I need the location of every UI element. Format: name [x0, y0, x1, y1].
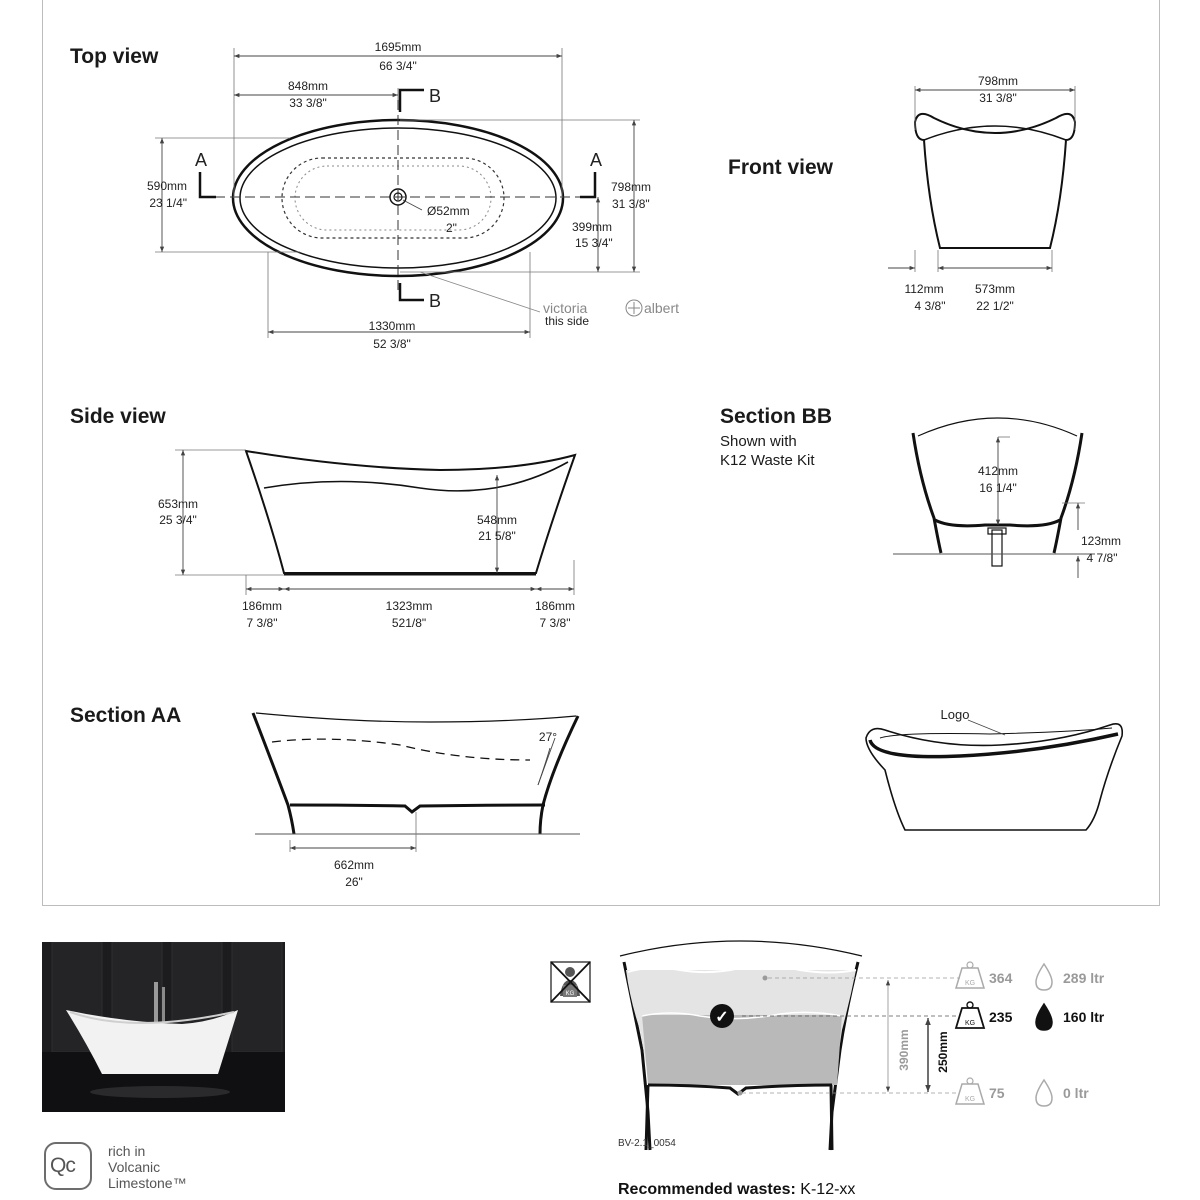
- bb-depth-mm: 412mm: [977, 464, 1019, 478]
- overflow-weight: 364: [989, 970, 1013, 986]
- perspective-view: [866, 707, 1122, 830]
- bb-waste-height-in: 4 7/8": [1086, 551, 1118, 565]
- top-waste-in: 2": [446, 221, 457, 235]
- front-base-width-mm: 573mm: [974, 282, 1016, 296]
- weight-warning-icon: [551, 962, 590, 1002]
- brand-victoria: victoria: [543, 300, 588, 316]
- material-line-2: Volcanic: [108, 1159, 161, 1175]
- side-view-title: Side view: [70, 405, 166, 428]
- svg-text:KG: KG: [964, 1020, 976, 1027]
- product-photo: [42, 942, 285, 1112]
- side-right-overhang-in: 7 3/8": [539, 616, 571, 630]
- check-mark: ✓: [715, 1009, 729, 1026]
- empty-weight: 75: [989, 1085, 1005, 1101]
- front-top-width-in: 31 3/8": [979, 91, 1017, 105]
- top-base-length-in: 52 3/8": [373, 337, 411, 351]
- section-bb-subtitle-1: Shown with: [720, 433, 797, 450]
- svg-text:KG: KG: [964, 980, 976, 987]
- front-base-width-in: 22 1/2": [976, 299, 1014, 313]
- top-waste-mm: Ø52mm: [427, 204, 470, 218]
- top-width-overall-in: 31 3/8": [612, 197, 650, 211]
- bb-waste-height-mm: 123mm: [1080, 534, 1122, 548]
- side-right-overhang-mm: 186mm: [534, 599, 576, 613]
- wastes-label: Recommended wastes:: [618, 1181, 796, 1198]
- drop-icon-recommended: [1036, 1004, 1052, 1030]
- top-view-title: Top view: [70, 45, 159, 68]
- section-b-bottom-marker: B: [428, 291, 442, 311]
- top-base-length-mm: 1330mm: [368, 319, 416, 333]
- section-bb-title: Section BB: [720, 405, 833, 428]
- material-line-3: Limestone™: [108, 1175, 187, 1191]
- side-left-overhang-mm: 186mm: [241, 599, 283, 613]
- aa-angle: 27°: [538, 730, 558, 744]
- side-base-length-mm: 1323mm: [385, 599, 433, 613]
- side-left-overhang-in: 7 3/8": [246, 616, 278, 630]
- capacity-diagram: [551, 941, 1105, 1150]
- section-aa-title: Section AA: [70, 704, 182, 727]
- side-height-mm: 653mm: [157, 497, 199, 511]
- qc-logo-badge: [44, 1142, 92, 1190]
- weight-icon-recommended: [956, 1002, 984, 1028]
- drop-icon-overflow: [1036, 964, 1052, 990]
- front-offset-mm: 112mm: [904, 282, 944, 296]
- section-bb-subtitle-2: K12 Waste Kit: [720, 452, 815, 469]
- svg-text:KG: KG: [565, 991, 575, 997]
- section-bb: [893, 418, 1121, 578]
- brand-albert: albert: [644, 300, 680, 316]
- recommended-wastes: [618, 1181, 855, 1199]
- side-depth-in: 21 5/8": [478, 529, 516, 543]
- empty-volume: 0 ltr: [1063, 1085, 1089, 1101]
- bb-depth-in: 16 1/4": [979, 481, 1017, 495]
- overflow-volume: 289 ltr: [1063, 970, 1105, 986]
- drop-icon-empty: [1036, 1080, 1052, 1106]
- top-half-width-mm: 399mm: [572, 220, 613, 234]
- section-a-left-marker: A: [194, 150, 208, 170]
- weight-icon-overflow: [956, 962, 984, 988]
- top-overall-length-in: 66 3/4": [379, 59, 417, 73]
- front-top-width-mm: 798mm: [977, 74, 1019, 88]
- fill-height-label: 250mm: [936, 1031, 950, 1073]
- side-base-length-in: 521/8": [391, 616, 427, 630]
- aa-waste-offset-mm: 662mm: [333, 858, 375, 872]
- weight-icon-empty: [956, 1078, 984, 1104]
- material-line-1: rich in: [108, 1143, 146, 1159]
- front-offset-in: 4 3/8": [914, 299, 946, 313]
- section-b-top-marker: B: [428, 86, 442, 106]
- svg-text:KG: KG: [964, 1096, 976, 1103]
- top-overall-length-mm: 1695mm: [374, 40, 422, 54]
- recommended-volume: 160 ltr: [1063, 1009, 1105, 1025]
- side-height-in: 25 3/4": [159, 513, 197, 527]
- top-width-inner-mm: 590mm: [146, 179, 187, 193]
- aa-waste-offset-in: 26": [345, 875, 363, 889]
- overflow-height-label: 390mm: [897, 1029, 911, 1071]
- top-half-width-in: 15 3/4": [575, 236, 613, 250]
- top-width-inner-in: 23 1/4": [149, 196, 187, 210]
- reference-code: BV-2.1_0054: [618, 1138, 676, 1149]
- top-half-length-mm: 848mm: [287, 79, 329, 93]
- material-caption: [108, 1143, 187, 1191]
- qc-logo-text: Qc: [50, 1154, 75, 1177]
- brand-note: this side: [545, 314, 590, 328]
- top-view: [147, 40, 679, 351]
- top-width-overall-mm: 798mm: [611, 180, 652, 194]
- logo-label: Logo: [940, 707, 970, 722]
- wastes-value: K-12-xx: [800, 1181, 856, 1198]
- front-view-title: Front view: [728, 156, 834, 179]
- front-view: [888, 74, 1075, 313]
- top-half-length-in: 33 3/8": [289, 96, 327, 110]
- recommended-weight: 235: [989, 1009, 1013, 1025]
- section-aa: [253, 713, 580, 889]
- side-depth-mm: 548mm: [476, 513, 518, 527]
- side-view: [158, 450, 575, 630]
- section-a-right-marker: A: [589, 150, 603, 170]
